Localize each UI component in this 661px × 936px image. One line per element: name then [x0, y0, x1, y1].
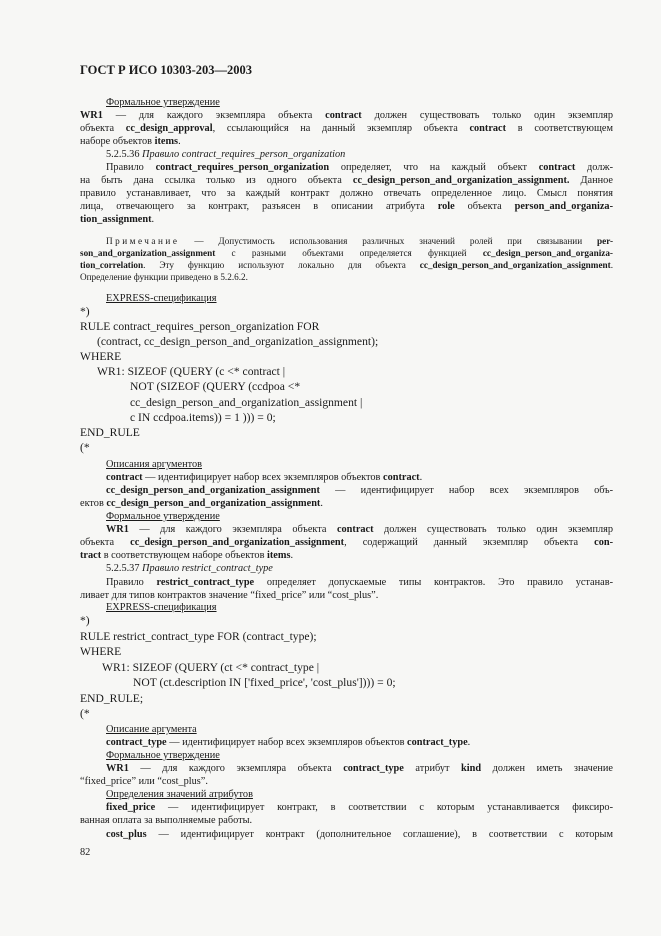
code-line: (contract, cc_design_person_and_organization_assignment);: [97, 335, 379, 348]
section-heading-formal-statement: Формальное утверждение: [106, 97, 220, 108]
section-heading-argument: Описание аргумента: [106, 724, 197, 735]
code-line: *): [80, 305, 90, 318]
text-line: Правило restrict_contract_type определяет допускаемые типы контрактов. Это правило устанав-: [106, 577, 613, 588]
code-line: END_RULE;: [80, 692, 144, 705]
text-line: cost_plus — идентифицирует контракт (дополнительное соглашение), в соответствии с которым: [106, 829, 613, 840]
code-line: NOT (ct.description IN ['fixed_price', 'cost_plus']))) = 0;: [133, 676, 396, 689]
code-line: cc_design_person_and_organization_assignment |: [130, 396, 363, 409]
text-line: ванная оплата за выполняемые работы.: [80, 815, 253, 826]
code-line: RULE restrict_contract_type FOR (contract_type);: [80, 630, 317, 643]
document-header: ГОСТ Р ИСО 10303-203—2003: [80, 63, 253, 77]
note-line: Определение функции приведено в 5.2.6.2.: [80, 272, 248, 282]
text-line: “fixed_price” или “cost_plus”.: [80, 776, 208, 787]
text-line: tract в соответствующем наборе объектов items.: [80, 550, 294, 561]
text-line: на быть дана ссылка только из одного объекта cc_design_person_and_organization_assignment. Данное: [80, 175, 613, 186]
text-line: наборе объектов items.: [80, 136, 181, 147]
section-heading-arguments: Описания аргументов: [106, 459, 202, 470]
code-line: END_RULE: [80, 426, 140, 439]
section-heading-formal-statement: Формальное утверждение: [106, 511, 220, 522]
code-line: (*: [80, 707, 90, 720]
code-line: c IN ccdpoa.items)) = 1 ))) = 0;: [130, 411, 276, 424]
rule-heading: 5.2.5.37 Правило restrict_contract_type: [106, 563, 273, 574]
code-line: NOT (SIZEOF (QUERY (ccdpoa <*: [130, 380, 301, 393]
code-line: RULE contract_requires_person_organization FOR: [80, 320, 320, 333]
section-heading-attribute-values: Определения значений атрибутов: [106, 789, 253, 800]
code-line: (*: [80, 441, 90, 454]
page-number: 82: [80, 847, 91, 858]
code-line: WHERE: [80, 645, 122, 658]
text-line: WR1 — для каждого экземпляра объекта contract должен существовать только один экземпляр: [80, 110, 613, 121]
section-heading-formal-statement: Формальное утверждение: [106, 750, 220, 761]
text-line: правило устанавливает, что за каждый контракт должно отвечать определенное лицо. Смысл понятия: [80, 188, 613, 199]
text-line: лица, отвечающего за контракт, разъясен в описании атрибута role объекта person_and_organiza-: [80, 201, 613, 212]
text-line: ектов cc_design_person_and_organization_assignment.: [80, 498, 323, 509]
code-line: WR1: SIZEOF (QUERY (ct <* contract_type |: [102, 661, 320, 674]
text-line: объекта cc_design_person_and_organization_assignment, содержащий данный экземпляр объекта con-: [80, 537, 614, 548]
text-line: cc_design_person_and_organization_assignment — идентифицирует набор всех экземпляров объ-: [106, 485, 613, 496]
code-line: WHERE: [80, 350, 122, 363]
code-line: *): [80, 614, 90, 627]
text-line: contract_type — идентифицирует набор всех экземпляров объектов contract_type.: [106, 737, 471, 748]
text-line: fixed_price — идентифицирует контракт, в соответствии с которым устанавливается фиксиро-: [106, 802, 613, 813]
text-line: Правило contract_requires_person_organization определяет, что на каждый объект contract долж-: [106, 162, 613, 173]
text-line: WR1 — для каждого экземпляра объекта contract_type атрибут kind должен иметь значение: [106, 763, 614, 774]
section-heading-express: EXPRESS-спецификация: [106, 602, 217, 613]
note-line: Примечание — Допустимость использования различных значений ролей при связывании per-: [106, 236, 613, 246]
note-line: son_and_organization_assignment с разными объектами определяется функцией cc_design_person_and_organiza-: [80, 248, 613, 258]
text-line: WR1 — для каждого экземпляра объекта contract должен существовать только один экземпляр: [106, 524, 613, 535]
text-line: ливает для типов контрактов значение “fixed_price” или “cost_plus”.: [80, 590, 379, 601]
code-line: WR1: SIZEOF (QUERY (c <* contract |: [97, 365, 286, 378]
text-line: contract — идентифицирует набор всех экземпляров объектов contract.: [106, 472, 423, 483]
rule-heading: 5.2.5.36 Правило contract_requires_person_organization: [106, 149, 346, 160]
note-line: tion_correlation. Эту функцию используют локально для объекта cc_design_person_and_organization_assignment.: [80, 260, 613, 270]
text-line: объекта cc_design_approval, ссылающийся на данный экземпляр объекта contract в соответствующем: [80, 123, 613, 134]
section-heading-express: EXPRESS-спецификация: [106, 293, 217, 304]
text-line: tion_assignment.: [80, 214, 155, 225]
